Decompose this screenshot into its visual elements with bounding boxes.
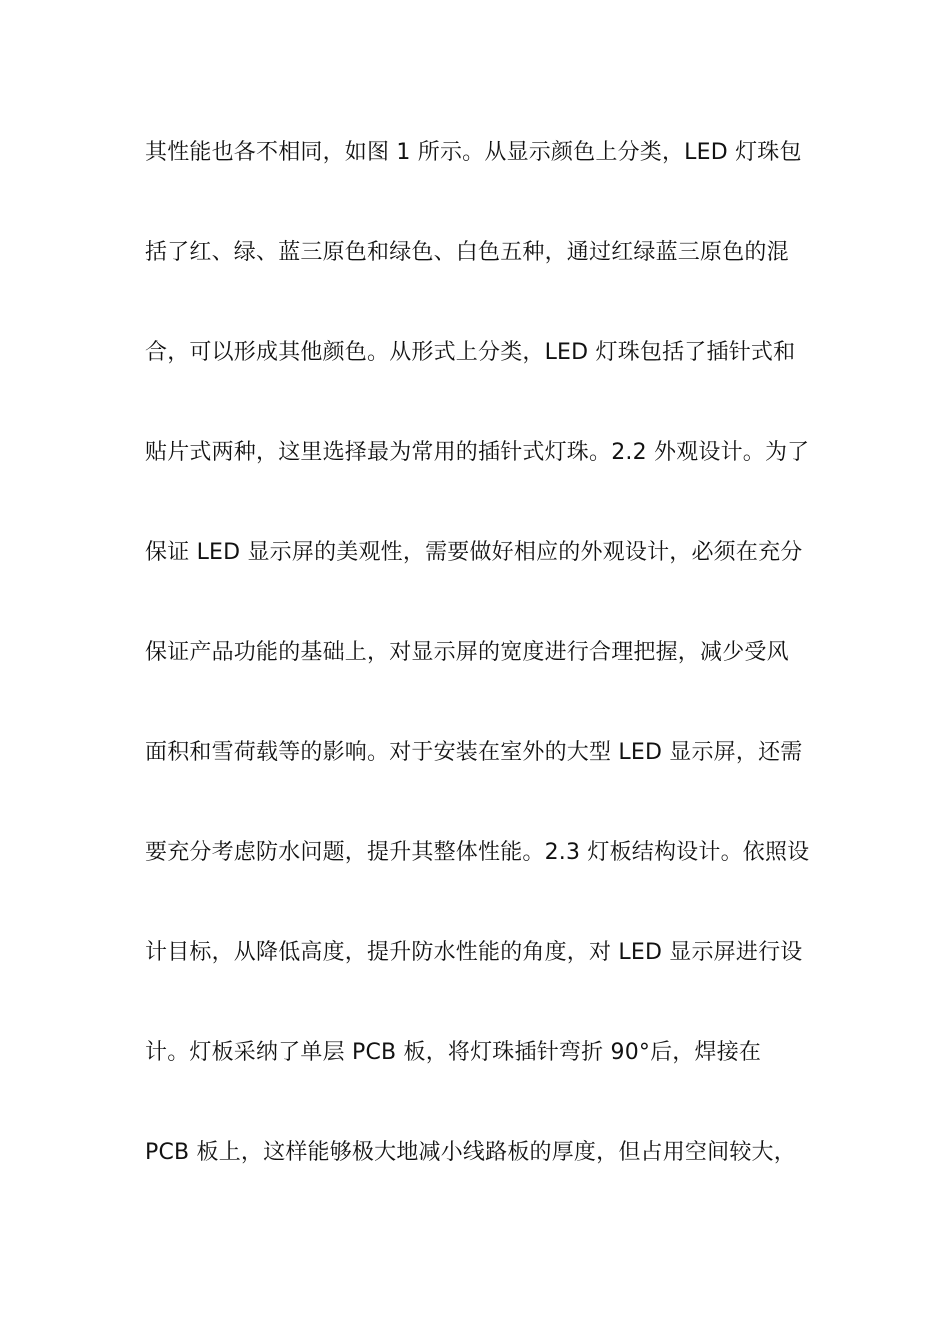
text-line: 要充分考虑防水问题，提升其整体性能。2.3 灯板结构设计。依照设 xyxy=(145,840,810,865)
text-line: 保证产品功能的基础上，对显示屏的宽度进行合理把握，减少受风 xyxy=(145,640,789,665)
text-line: 面积和雪荷载等的影响。对于安装在室外的大型 LED 显示屏，还需 xyxy=(145,740,803,765)
text-line: 计。灯板采纳了单层 PCB 板，将灯珠插针弯折 90°后，焊接在 xyxy=(145,1040,762,1065)
text-line: 其性能也各不相同，如图 1 所示。从显示颜色上分类，LED 灯珠包 xyxy=(145,140,802,165)
text-line: 计目标，从降低高度，提升防水性能的角度，对 LED 显示屏进行设 xyxy=(145,940,803,965)
text-line: 括了红、绿、蓝三原色和绿色、白色五种，通过红绿蓝三原色的混 xyxy=(145,240,789,265)
text-line: 合，可以形成其他颜色。从形式上分类，LED 灯珠包括了插针式和 xyxy=(145,340,796,365)
text-line: 贴片式两种，这里选择最为常用的插针式灯珠。2.2 外观设计。为了 xyxy=(145,440,810,465)
text-line: 保证 LED 显示屏的美观性，需要做好相应的外观设计，必须在充分 xyxy=(145,540,803,565)
text-line: PCB 板上，这样能够极大地减小线路板的厚度，但占用空间较大， xyxy=(145,1140,796,1165)
body-text xyxy=(145,129,810,1229)
